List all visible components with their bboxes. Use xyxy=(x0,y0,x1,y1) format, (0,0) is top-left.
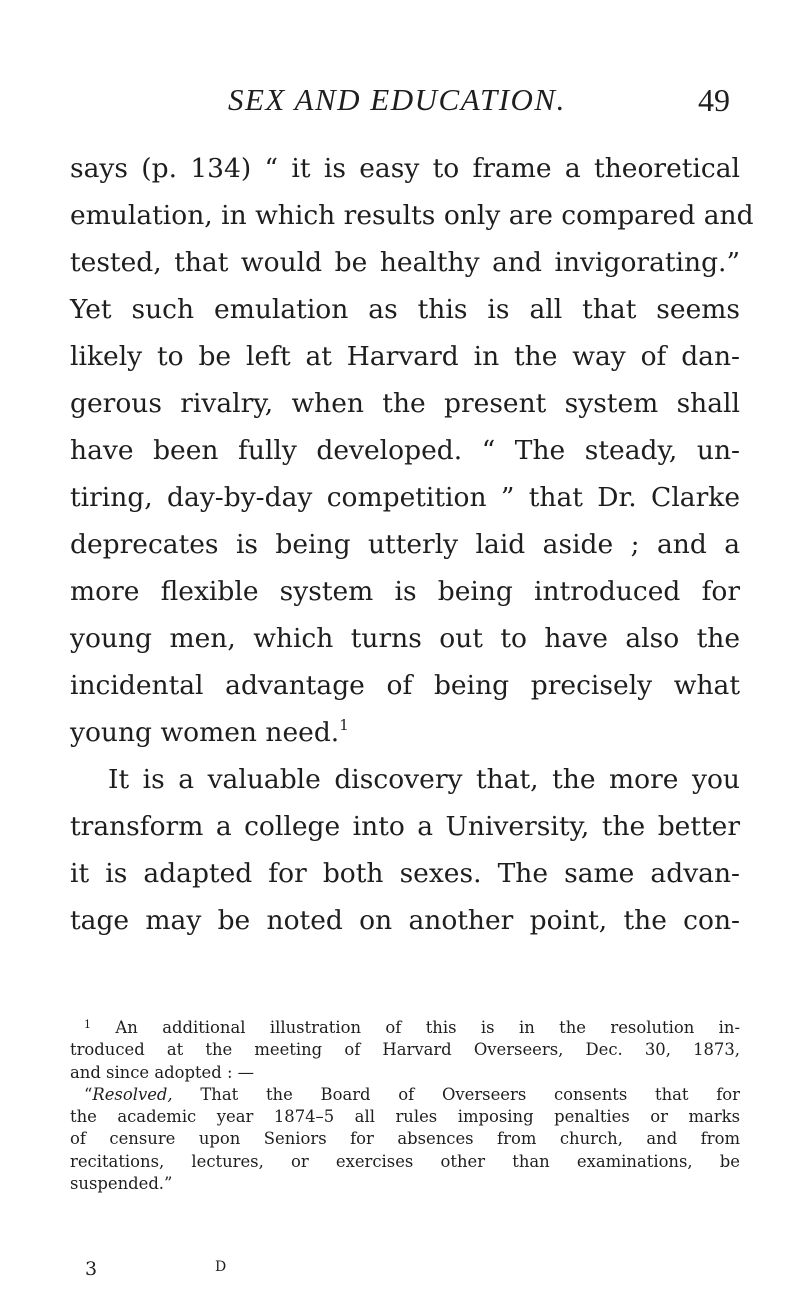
text-line: It is a valuable discovery that, the more you xyxy=(108,764,740,795)
footnote-line-text: An additional illustration of this is in the resolution in- xyxy=(115,1018,740,1037)
footnote-line xyxy=(70,1017,740,1039)
footnote-line: of censure upon Seniors for absences from church, and from xyxy=(70,1129,740,1149)
text-line: have been fully developed. “ The steady, un- xyxy=(70,435,740,466)
footnote-line: recitations, lectures, or exercises other than examinations, be xyxy=(70,1151,740,1171)
quote-open: “ xyxy=(84,1084,93,1104)
body-text xyxy=(70,145,754,944)
text-line: Yet such emulation as this is all that seems xyxy=(70,294,740,325)
text-line: tiring, day-by-day competition ” that Dr. Clarke xyxy=(70,482,740,513)
text-line: it is adapted for both sexes. The same advan- xyxy=(70,858,740,889)
footnote-line-text: That the Board of Overseers consents that for xyxy=(200,1084,740,1104)
resolved-italic: Resolved, xyxy=(92,1084,173,1104)
text-line: says (p. 134) “ it is easy to frame a theoretical xyxy=(70,153,740,184)
text-line: deprecates is being utterly laid aside ; and a xyxy=(70,529,740,560)
text-line: gerous rivalry, when the present system shall xyxy=(70,388,740,419)
page-number: 49 xyxy=(698,82,730,118)
text-line-last xyxy=(70,709,740,756)
text-line: emulation, in which results only are compared and xyxy=(70,200,754,231)
text-line: transform a college into a University, the better xyxy=(70,811,740,842)
footnote-marker: 1 xyxy=(84,1018,91,1031)
footnote-line: and since adopted : — xyxy=(70,1062,255,1082)
signature-number: 3 xyxy=(85,1258,98,1280)
text-line: tested, that would be healthy and invigorating.” xyxy=(70,247,740,278)
footnote xyxy=(70,1017,740,1195)
signature-marks xyxy=(0,1258,800,1288)
text-line-content: young women need. xyxy=(70,717,340,748)
running-title: SEX AND EDUCATION. xyxy=(228,82,566,117)
footnote-line: suspended.” xyxy=(70,1174,173,1194)
signature-letter: D xyxy=(215,1259,227,1275)
footnote-line: troduced at the meeting of Harvard Overseers, Dec. 30, 1873, xyxy=(70,1040,740,1060)
footnote-line: the academic year 1874–5 all rules imposing penalties or marks xyxy=(70,1107,740,1127)
text-line: tage may be noted on another point, the con- xyxy=(70,905,740,936)
text-line: incidental advantage of being precisely what xyxy=(70,670,740,701)
text-line: likely to be left at Harvard in the way of dan- xyxy=(70,341,740,372)
text-line: more flexible system is being introduced for xyxy=(70,576,740,607)
running-header xyxy=(0,82,800,122)
text-line: young men, which turns out to have also the xyxy=(70,623,740,654)
footnote-line xyxy=(70,1084,740,1106)
footnote-reference: 1 xyxy=(339,716,349,734)
